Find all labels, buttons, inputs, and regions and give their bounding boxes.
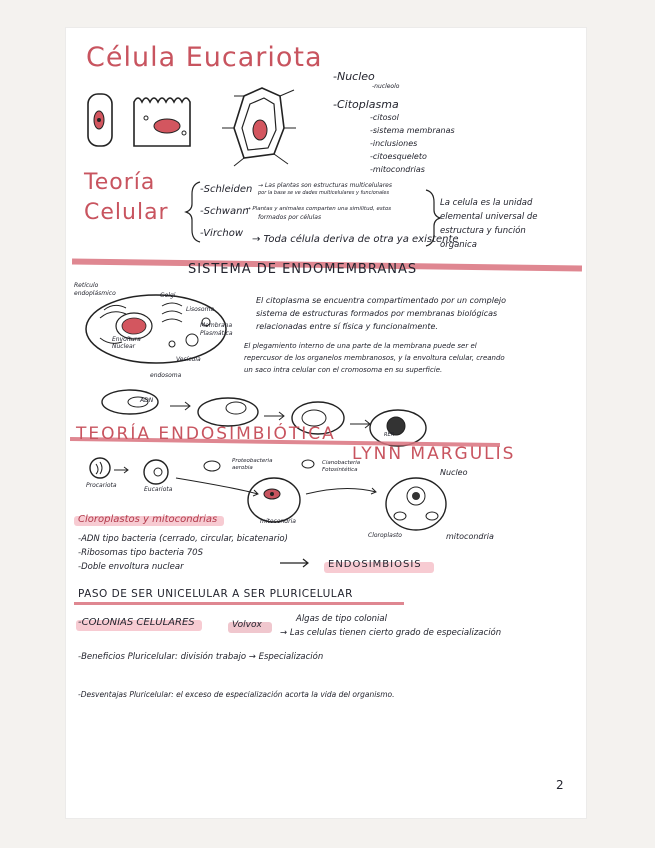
reticulo-label: Retículo <box>74 282 99 289</box>
volvox-label: Volvox <box>232 620 262 630</box>
procariota-label: Procariota <box>86 482 117 489</box>
teoria-title-2: Celular <box>84 200 169 225</box>
cloroplasto-label: Cloroplasto <box>368 532 402 539</box>
citoplasma-item: -citoesqueleto <box>370 152 427 161</box>
endosimbiosis-evidence: -Ribosomas tipo bacteria 70S <box>78 548 203 558</box>
paso-underline <box>74 602 404 605</box>
fotosintetica-label: Fotosintética <box>322 467 358 473</box>
endomembranas-text: El citoplasma se encuentra compartimentado por un complejo <box>256 296 507 305</box>
lisosomas-label: Lisosoma <box>186 306 215 313</box>
aerobia-label: aerobia <box>232 465 253 471</box>
teoria-summary: elemental universal de <box>440 212 538 222</box>
citoplasma-label: -Citoplasma <box>333 98 399 111</box>
golgi-label: Golgi <box>160 292 176 299</box>
virchow-note: → Toda célula deriva de otra ya existente <box>252 234 459 245</box>
vesicula-label: Vesícula <box>176 356 201 363</box>
teoria-summary: organica <box>440 240 477 250</box>
schleiden-note: → Las plantas son estructuras multicelulares <box>258 182 393 189</box>
endosimbiotica-title: TEORÍA ENDOSIMBIÓTICA <box>76 424 336 444</box>
desventajas-text: -Desventajas Pluricelular: el exceso de especialización acorta la vida del organismo. <box>78 690 395 699</box>
endosimbiosis-evidence: -Doble envoltura nuclear <box>78 562 184 572</box>
mitocondria-label: mitocondria <box>260 518 296 525</box>
endomembranas-title: SISTEMA DE ENDOMEMBRANAS <box>188 262 418 277</box>
endomembranas-text: relacionadas entre sí física y funcionalmente. <box>256 322 438 331</box>
teoria-summary: estructura y función <box>440 226 526 236</box>
nuclear-label: Nuclear <box>112 343 136 350</box>
page-number: 2 <box>556 778 564 792</box>
rer-label: RER <box>384 432 395 438</box>
endosimbiosis-evidence: -ADN tipo bacteria (cerrado, circular, bicatenario) <box>78 534 288 544</box>
citoplasma-item: -mitocondrias <box>370 165 425 174</box>
eukaryote-cells-drawing <box>84 88 334 168</box>
page-title: Célula Eucariota <box>86 42 323 73</box>
teoria-summary: La celula es la unidad <box>440 198 533 208</box>
nucleo-label: -Nucleo <box>333 70 375 83</box>
envoltura-label: Envoltura <box>112 336 141 343</box>
teoria-title-1: Teoría <box>84 170 156 195</box>
colonias-label: -COLONIAS CELULARES <box>78 617 195 628</box>
adn-label: ADN <box>140 397 154 404</box>
cianobacteria-label: Cianobacteria <box>322 460 361 466</box>
plasmatica-label: Plasmática <box>200 330 233 337</box>
endomembranas-text: sistema de estructuras formados por membranas biológicas <box>256 309 498 318</box>
virchow-label: -Virchow <box>200 228 244 239</box>
membrana-label: Membrana <box>200 322 233 329</box>
endoplasmico-label: endoplásmico <box>74 290 116 297</box>
endosoma-label: endosoma <box>150 372 182 379</box>
colonias-note-1: Algas de tipo colonial <box>296 614 387 624</box>
eucariota-label: Eucariota <box>144 486 173 493</box>
margulis-label: LYNN MARGULIS <box>352 444 516 464</box>
paso-title: PASO DE SER UNICELULAR A SER PLURICELULAR <box>78 588 353 600</box>
schwann-note-2: formados por células <box>258 214 322 221</box>
endomembranas-text: El plegamiento interno de una parte de la membrana puede ser el <box>244 342 477 350</box>
citoplasma-item: -citosol <box>370 113 399 122</box>
schwann-label: -Schwann <box>200 206 249 217</box>
cloroplastos-subtitle: Cloroplastos y mitocondrias <box>78 514 218 525</box>
nucleolo-label: -nucleolo <box>372 83 400 90</box>
proteobacteria-label: Proteobacteria <box>232 458 273 464</box>
endomembranas-text: un saco intra celular con el cromosoma en su superficie. <box>244 366 443 374</box>
arrow-icon <box>280 556 320 570</box>
mitocondria-arrow-label: mitocondria <box>446 532 494 541</box>
schwann-note: → Plantas y animales comparten una similitud, estos <box>246 206 392 212</box>
nucleo-arrow-label: Nucleo <box>440 468 468 477</box>
endosimbiosis-label: ENDOSIMBIOSIS <box>328 559 422 570</box>
colonias-note-2: → Las celulas tienen cierto grado de especialización <box>280 628 502 638</box>
schleiden-label: -Schleiden <box>200 184 253 195</box>
citoplasma-item: -sistema membranas <box>370 126 455 135</box>
beneficios-text: -Beneficios Pluricelular: división trabajo → Especialización <box>78 652 324 662</box>
schleiden-note-2: por la base se ve dades multicelulares y funcionales <box>258 190 390 196</box>
citoplasma-item: -inclusiones <box>370 139 418 148</box>
brace-right <box>426 190 440 250</box>
endomembranas-text: repercusor de los organelos membranosos, y la envoltura celular, creando <box>244 354 505 362</box>
